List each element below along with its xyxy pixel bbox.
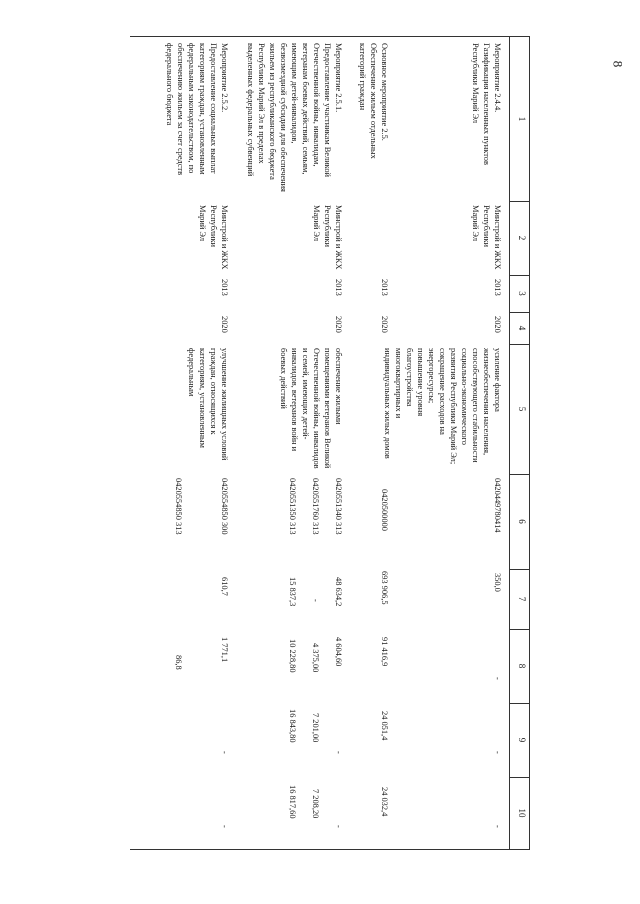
table-cell-result: усиление фактора жизнеобеспечения населения, способствующего стабильности социально-экономического развития Республики Марий Эл; сокращение расходов на энергоресурсы; повышение уровня благоустройства многоквартирных и индивидуальных жилых домов — [383, 348, 502, 465]
table-cell-value: 48 634,2 — [334, 577, 343, 607]
table-cell-activity: Мероприятие 2.5.2. Предоставление социальных выплат категориям граждан, установленным федеральным законодательством, по обеспечению жильем за счет средств федерального бюджета — [165, 43, 229, 176]
column-header: 8 — [517, 663, 527, 669]
table-cell-executor: Минстрой и ЖКХ Республики Марий Эл — [471, 205, 502, 270]
table-cell-result: улучшение жилищных условий граждан, относящихся к категориям, установленным федеральным — [187, 348, 229, 461]
table-cell-value: 86,8 — [174, 655, 183, 670]
table-cell-value: - — [334, 751, 343, 754]
table-top-border — [529, 37, 530, 849]
program-table — [130, 36, 530, 850]
table-cell-budget-code: 0420554850 300 — [220, 478, 229, 535]
column-header: 9 — [517, 737, 527, 743]
table-cell-start-year: 2013 — [493, 279, 502, 296]
table-cell-executor: Минстрой и ЖКХ Республики Марий Эл — [198, 205, 229, 270]
table-cell-start-year: 2013 — [220, 279, 229, 296]
table-cell-value: 693 906,5 — [380, 571, 389, 605]
table-cell-executor: Минстрой и ЖКХ Республики Марий Эл — [312, 205, 343, 270]
table-cell-value: - — [334, 825, 343, 828]
table-cell-value: 1 771,1 — [220, 637, 229, 663]
header-bottom-border — [509, 37, 510, 849]
table-cell-budget-code: 0420551340 313 — [334, 478, 343, 535]
table-cell-value: - — [493, 751, 502, 754]
table-cell-start-year: 2013 — [380, 279, 389, 296]
column-header: 1 — [517, 116, 527, 122]
table-cell-value: 24 051,4 — [380, 711, 389, 741]
table-cell-value: - — [220, 825, 229, 828]
table-cell-activity: Основное мероприятие 2.5. Обеспечение жильем отдельных категорий граждан — [358, 43, 389, 159]
table-cell-end-year: 2020 — [334, 316, 343, 333]
table-cell-value: 7 208,20 — [311, 789, 320, 819]
table-cell-result: обеспечение жилыми помещениями ветеранов Великой Отечественной войны, инвалидов и семей, имеющих детей-инвалидов, ветеранов войн и боевых действий — [279, 348, 343, 469]
table-cell-value: 10 228,80 — [288, 639, 297, 673]
table-cell-activity: Мероприятие 2.5.1. Предоставление участникам Великой Отечественной войны, инвалидам, ветеранам боевых действий, семьям, имеющим детей-инвалидов, безвозмездной субсидии для обеспечения жильем из республиканского бюджета Республики Марий Эл в пределах выделенных федеральных субвенций — [246, 43, 343, 192]
column-header: 10 — [517, 808, 527, 818]
column-header: 3 — [517, 291, 527, 296]
table-cell-value: 24 032,4 — [380, 787, 389, 817]
column-header: 4 — [517, 325, 527, 331]
page-number: 8 — [610, 60, 626, 68]
table-cell-activity: Мероприятие 2.4.4. Газификация населенных пунктов Республики Марий Эл — [471, 43, 502, 165]
table-cell-budget-code: 0420554850 313 — [174, 478, 183, 535]
table-cell-value: 16 843,80 — [288, 709, 297, 743]
table-cell-value: - — [493, 677, 502, 680]
column-header: 2 — [517, 235, 527, 241]
column-header: 7 — [517, 596, 527, 602]
table-cell-value: - — [311, 599, 320, 602]
table-cell-value: 4 604,60 — [334, 637, 343, 667]
table-cell-budget-code: 0420449780414 — [493, 478, 502, 533]
table-cell-value: - — [493, 825, 502, 828]
table-cell-end-year: 2020 — [493, 316, 502, 333]
table-cell-budget-code: 0420551350 313 — [288, 478, 297, 535]
table-cell-value: 15 837,3 — [288, 577, 297, 607]
table-cell-value: 91 416,9 — [380, 637, 389, 667]
table-cell-value: 350,0 — [493, 573, 502, 592]
table-cell-value: 4 375,00 — [311, 643, 320, 673]
column-header: 5 — [517, 406, 527, 412]
table-cell-start-year: 2013 — [334, 279, 343, 296]
table-cell-end-year: 2020 — [220, 316, 229, 333]
table-cell-value: - — [220, 751, 229, 754]
table-cell-value: 16 817,60 — [288, 785, 297, 819]
table-cell-value: 7 201,00 — [311, 713, 320, 743]
table-cell-budget-code: 0420500000 — [380, 489, 389, 531]
column-header: 6 — [517, 519, 527, 524]
table-cell-budget-code: 0420551760 313 — [311, 478, 320, 535]
table-cell-value: 610,7 — [220, 577, 229, 596]
table-cell-end-year: 2020 — [380, 316, 389, 333]
